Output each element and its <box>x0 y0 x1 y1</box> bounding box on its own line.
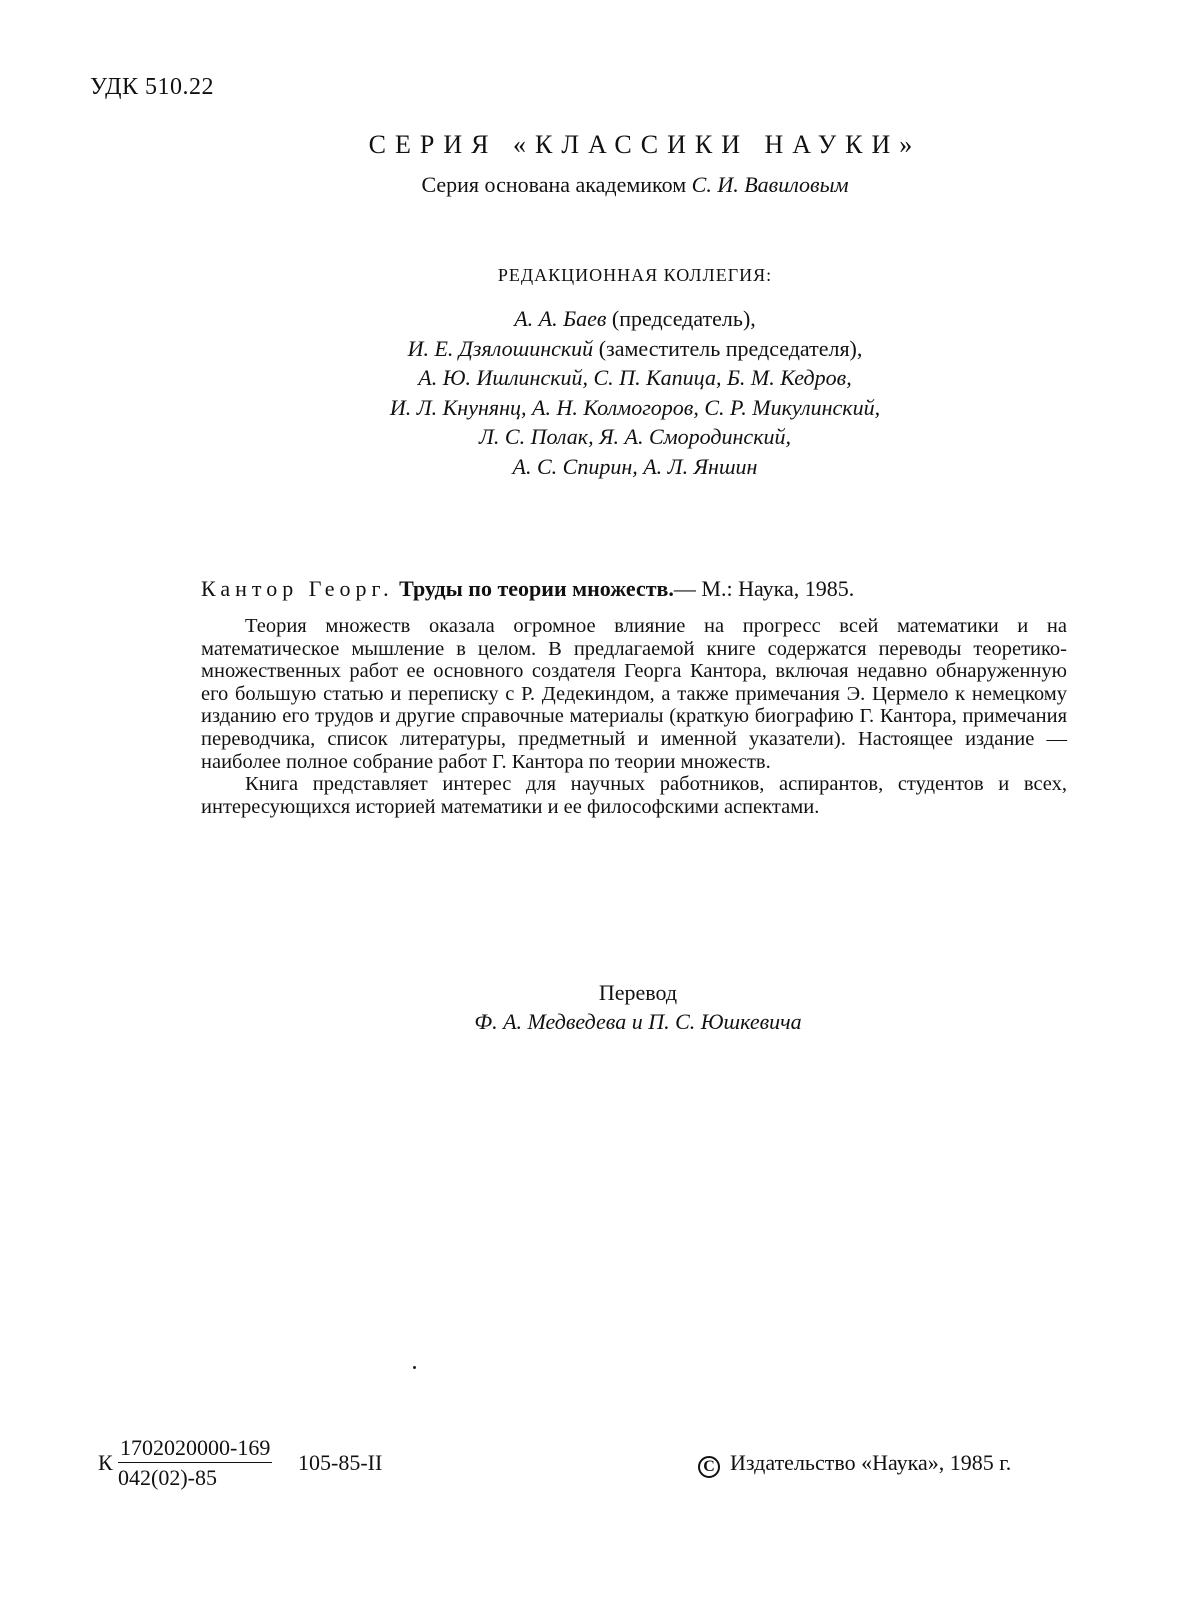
translation-credit <box>0 978 1200 1036</box>
editorial-board-list <box>0 304 1200 481</box>
citation-book-title: Труды по теории множеств. <box>399 576 674 601</box>
series-founder-name: С. И. Вавиловым <box>692 172 849 197</box>
board-line: И. Л. Кнунянц, А. Н. Колмогоров, С. Р. Микулинский, <box>0 393 1200 423</box>
board-line: Л. С. Полак, Я. А. Смородинский, <box>0 422 1200 452</box>
index-numerator: 1702020000-169 <box>118 1434 272 1463</box>
copyright-text: Издательство «Наука», 1985 г. <box>730 1450 1011 1475</box>
series-founded-line <box>0 172 1200 198</box>
index-denominator: 042(02)-85 <box>118 1463 272 1493</box>
board-chair-role: (председатель), <box>612 306 756 331</box>
board-line <box>0 334 1200 364</box>
board-line: А. Ю. Ишлинский, С. П. Капица, Б. М. Кедров, <box>0 363 1200 393</box>
abstract-paragraph: Книга представляет интерес для научных работников, аспирантов, студентов и всех, интересующихся историей математики и ее философскими аспектами. <box>201 773 1067 818</box>
index-fraction <box>118 1434 272 1493</box>
editorial-board-heading: РЕДАКЦИОННАЯ КОЛЛЕГИЯ: <box>0 265 1200 286</box>
udk-code: УДК 510.22 <box>90 74 214 101</box>
citation-author: Кантор Георг. <box>201 576 394 601</box>
translator-names: Ф. А. Медведева и П. С. Юшкевича <box>0 1007 1200 1036</box>
stray-dot <box>413 1366 416 1369</box>
board-chair-name: А. А. Баев <box>514 306 606 331</box>
series-title: СЕРИЯ «КЛАССИКИ НАУКИ» <box>0 130 1200 160</box>
abstract-paragraph: Теория множеств оказала огромное влияние на прогресс всей математики и на математическое мышление в целом. В предлагаемой книге содержатся переводы теоретико-множественных работ ее основного создателя Георга Кантора, включая недавно обнаруженную его большую статью и переписку с Р. Дедекиндом, а также примечания Э. Цермело к немецкому изданию его трудов и другие справочные материалы (краткую биографию Г. Кантора, примечания переводчика, список литературы, предметный и именной указатели). Настоящее издание — наиболее полное собрание работ Г. Кантора по теории множеств. <box>201 615 1067 773</box>
translation-label: Перевод <box>0 978 1200 1007</box>
publication-index-code <box>98 1434 418 1498</box>
board-line: А. С. Спирин, А. Л. Яншин <box>0 452 1200 482</box>
abstract <box>201 615 1067 818</box>
board-vice-chair-role: (заместитель председателя), <box>599 336 863 361</box>
board-vice-chair-name: И. Е. Дзялошинский <box>408 336 594 361</box>
citation-publisher: — М.: Наука, 1985. <box>674 576 854 601</box>
index-tail: 105-85-II <box>298 1450 382 1476</box>
copyright-notice <box>698 1450 1011 1478</box>
series-founded-prefix: Серия основана академиком <box>421 172 686 197</box>
board-line <box>0 304 1200 334</box>
bibliographic-citation <box>201 576 854 602</box>
index-letter: К <box>98 1450 113 1476</box>
copyright-icon: С <box>698 1456 720 1478</box>
